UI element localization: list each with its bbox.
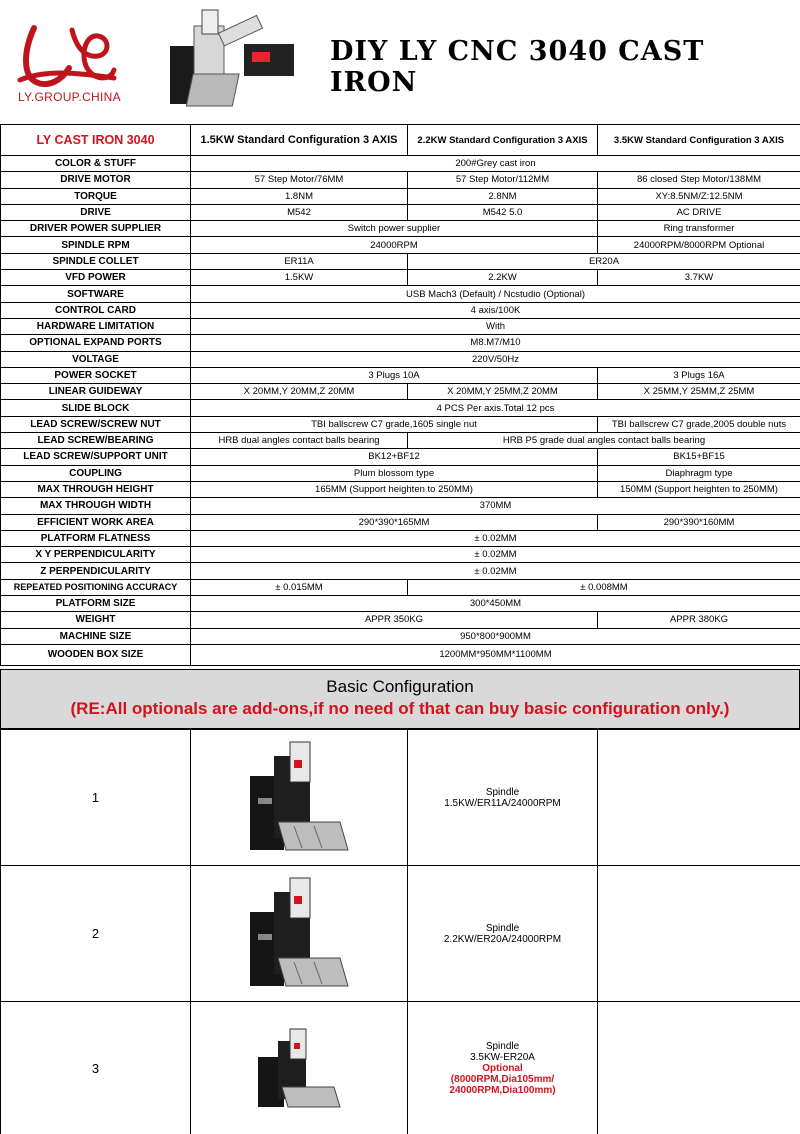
row-value: ± 0.008MM [408, 579, 800, 595]
row-label: VFD POWER [1, 270, 191, 286]
config-number: 3 [1, 1002, 191, 1134]
row-value: X 25MM,Y 25MM,Z 25MM [598, 384, 800, 400]
config-number: 1 [1, 730, 191, 866]
spindle-label: Spindle [485, 786, 520, 798]
row-value: 165MM (Support heighten to 250MM) [191, 481, 598, 497]
row-label: EFFICIENT WORK AREA [1, 514, 191, 530]
row-label: LINEAR GUIDEWAY [1, 384, 191, 400]
cnc-machine-image [160, 4, 300, 112]
config-row [1, 730, 800, 866]
row-label: X Y PERPENDICULARITY [1, 547, 191, 563]
table-row [1, 612, 800, 628]
optional-title: Optional [482, 1063, 523, 1074]
row-label: PLATFORM SIZE [1, 596, 191, 612]
row-value: ± 0.015MM [191, 579, 408, 595]
table-row [1, 367, 800, 383]
row-label: MAX THROUGH HEIGHT [1, 481, 191, 497]
row-value: 3 Plugs 10A [191, 367, 598, 383]
config-desc-cell [408, 1002, 598, 1134]
config-2-header: 2.2KW Standard Configuration 3 AXIS [408, 125, 598, 156]
spindle-spec: 1.5KW/ER11A/24000RPM [444, 797, 561, 809]
row-value: 290*390*160MM [598, 514, 800, 530]
row-value: Ring transformer [598, 221, 800, 237]
optional-line: (8000RPM,Dia105mm/ [450, 1074, 555, 1085]
row-value: BK15+BF15 [598, 449, 800, 465]
row-value: HRB P5 grade dual angles contact balls bearing [408, 433, 800, 449]
spec-table [0, 124, 800, 666]
row-value: 2.8NM [408, 188, 598, 204]
config-desc-cell [408, 866, 598, 1002]
config-row [1, 866, 800, 1002]
row-value: HRB dual angles contact balls bearing [191, 433, 408, 449]
config-1-header: 1.5KW Standard Configuration 3 AXIS [191, 125, 408, 156]
row-value: 1200MM*950MM*1100MM [191, 644, 800, 665]
row-value: 150MM (Support heighten to 250MM) [598, 481, 800, 497]
table-row [1, 416, 800, 432]
row-value: ± 0.02MM [191, 530, 800, 546]
row-value: BK12+BF12 [191, 449, 598, 465]
row-value: 220V/50Hz [191, 351, 800, 367]
row-value: 290*390*165MM [191, 514, 598, 530]
spindle-label: Spindle [485, 1041, 520, 1052]
row-value: 57 Step Motor/76MM [191, 172, 408, 188]
brand-cell: LY CAST IRON 3040 [1, 125, 191, 156]
cnc-machine-image [244, 874, 354, 994]
optional-line: 24000RPM,Dia100mm) [449, 1085, 556, 1096]
row-label: POWER SOCKET [1, 367, 191, 383]
config-empty-cell [598, 866, 800, 1002]
row-label: MAX THROUGH WIDTH [1, 498, 191, 514]
table-row [1, 628, 800, 644]
config-desc-cell [408, 730, 598, 866]
row-label: TORQUE [1, 188, 191, 204]
row-label: WOODEN BOX SIZE [1, 644, 191, 665]
table-row [1, 481, 800, 497]
table-row [1, 253, 800, 269]
row-value: ER11A [191, 253, 408, 269]
spindle-label: Spindle [485, 922, 520, 934]
config-number: 2 [1, 866, 191, 1002]
table-header-row [1, 125, 800, 156]
row-label: SPINDLE RPM [1, 237, 191, 253]
row-value: 3.7KW [598, 270, 800, 286]
table-row [1, 400, 800, 416]
row-value: Plum blossom type [191, 465, 598, 481]
row-label: SOFTWARE [1, 286, 191, 302]
config-image-cell [191, 1002, 408, 1134]
table-row [1, 188, 800, 204]
logo-text: LY.GROUP.CHINA [18, 90, 121, 104]
table-row [1, 644, 800, 665]
table-row [1, 351, 800, 367]
basic-config-note: (RE:All optionals are add-ons,if no need of that can buy basic configuration only.) [70, 699, 730, 718]
table-row [1, 498, 800, 514]
row-value: 4 axis/100K [191, 302, 800, 318]
table-row [1, 270, 800, 286]
row-label: Z PERPENDICULARITY [1, 563, 191, 579]
row-value: TBI ballscrew C7 grade,1605 single nut [191, 416, 598, 432]
row-value: 370MM [191, 498, 800, 514]
row-value: 300*450MM [191, 596, 800, 612]
table-row [1, 596, 800, 612]
config-table [0, 729, 800, 1134]
row-label: CONTROL CARD [1, 302, 191, 318]
row-label: VOLTAGE [1, 351, 191, 367]
table-row [1, 563, 800, 579]
row-value: 86 closed Step Motor/138MM [598, 172, 800, 188]
table-row [1, 286, 800, 302]
basic-config-title: Basic Configuration [326, 677, 474, 696]
row-value: Diaphragm type [598, 465, 800, 481]
row-value: 57 Step Motor/112MM [408, 172, 598, 188]
row-label: COUPLING [1, 465, 191, 481]
row-label: LEAD SCREW/SUPPORT UNIT [1, 449, 191, 465]
table-row [1, 156, 800, 172]
row-label: MACHINE SIZE [1, 628, 191, 644]
row-value: X 20MM,Y 20MM,Z 20MM [191, 384, 408, 400]
row-label: PLATFORM FLATNESS [1, 530, 191, 546]
row-value: With [191, 318, 800, 334]
row-value: 24000RPM/8000RPM Optional [598, 237, 800, 253]
cnc-machine-image [254, 1027, 344, 1111]
row-value: 2.2KW [408, 270, 598, 286]
table-row [1, 530, 800, 546]
row-label: DRIVE MOTOR [1, 172, 191, 188]
table-row [1, 237, 800, 253]
row-value: ER20A [408, 253, 800, 269]
table-row [1, 221, 800, 237]
row-value: ± 0.02MM [191, 563, 800, 579]
row-value: 4 PCS Per axis.Total 12 pcs [191, 400, 800, 416]
row-value: M8.M7/M10 [191, 335, 800, 351]
page-header [0, 0, 800, 118]
row-label: SLIDE BLOCK [1, 400, 191, 416]
row-label: COLOR & STUFF [1, 156, 191, 172]
row-value: 950*800*900MM [191, 628, 800, 644]
row-label: OPTIONAL EXPAND PORTS [1, 335, 191, 351]
config-image-cell [191, 730, 408, 866]
row-value: ± 0.02MM [191, 547, 800, 563]
table-row [1, 172, 800, 188]
row-value: M542 5.0 [408, 204, 598, 220]
row-value: 24000RPM [191, 237, 598, 253]
cnc-machine-image [244, 738, 354, 858]
row-label: DRIVER POWER SUPPLIER [1, 221, 191, 237]
row-value: 3 Plugs 16A [598, 367, 800, 383]
row-label: DRIVE [1, 204, 191, 220]
table-row [1, 579, 800, 595]
row-value: 1.8NM [191, 188, 408, 204]
table-row [1, 335, 800, 351]
config-empty-cell [598, 730, 800, 866]
table-row [1, 318, 800, 334]
table-row [1, 302, 800, 318]
config-3-header: 3.5KW Standard Configuration 3 AXIS [598, 125, 800, 156]
row-value: APPR 380KG [598, 612, 800, 628]
table-row [1, 547, 800, 563]
row-value: Switch power supplier [191, 221, 598, 237]
row-value: TBI ballscrew C7 grade,2005 double nuts [598, 416, 800, 432]
row-value: USB Mach3 (Default) / Ncstudio (Optional) [191, 286, 800, 302]
table-row [1, 433, 800, 449]
table-row [1, 514, 800, 530]
row-label: SPINDLE COLLET [1, 253, 191, 269]
config-empty-cell [598, 1002, 800, 1134]
row-value: XY:8.5NM/Z:12.5NM [598, 188, 800, 204]
basic-config-banner [0, 669, 800, 729]
page-title: DIY LY CNC 3040 CAST IRON [330, 36, 705, 98]
row-label: LEAD SCREW/BEARING [1, 433, 191, 449]
table-row [1, 465, 800, 481]
row-label: REPEATED POSITIONING ACCURACY [1, 579, 191, 595]
table-row [1, 384, 800, 400]
row-value: X 20MM,Y 25MM,Z 20MM [408, 384, 598, 400]
config-image-cell [191, 866, 408, 1002]
row-label: LEAD SCREW/SCREW NUT [1, 416, 191, 432]
table-row [1, 449, 800, 465]
row-value: APPR 350KG [191, 612, 598, 628]
row-value: 200#Grey cast iron [191, 156, 800, 172]
row-label: WEIGHT [1, 612, 191, 628]
spindle-spec: 3.5KW-ER20A [470, 1052, 535, 1063]
row-value: M542 [191, 204, 408, 220]
table-row [1, 204, 800, 220]
row-label: HARDWARE LIMITATION [1, 318, 191, 334]
row-value: 1.5KW [191, 270, 408, 286]
row-value: AC DRIVE [598, 204, 800, 220]
config-row [1, 1002, 800, 1134]
spindle-spec: 2.2KW/ER20A/24000RPM [443, 933, 562, 945]
